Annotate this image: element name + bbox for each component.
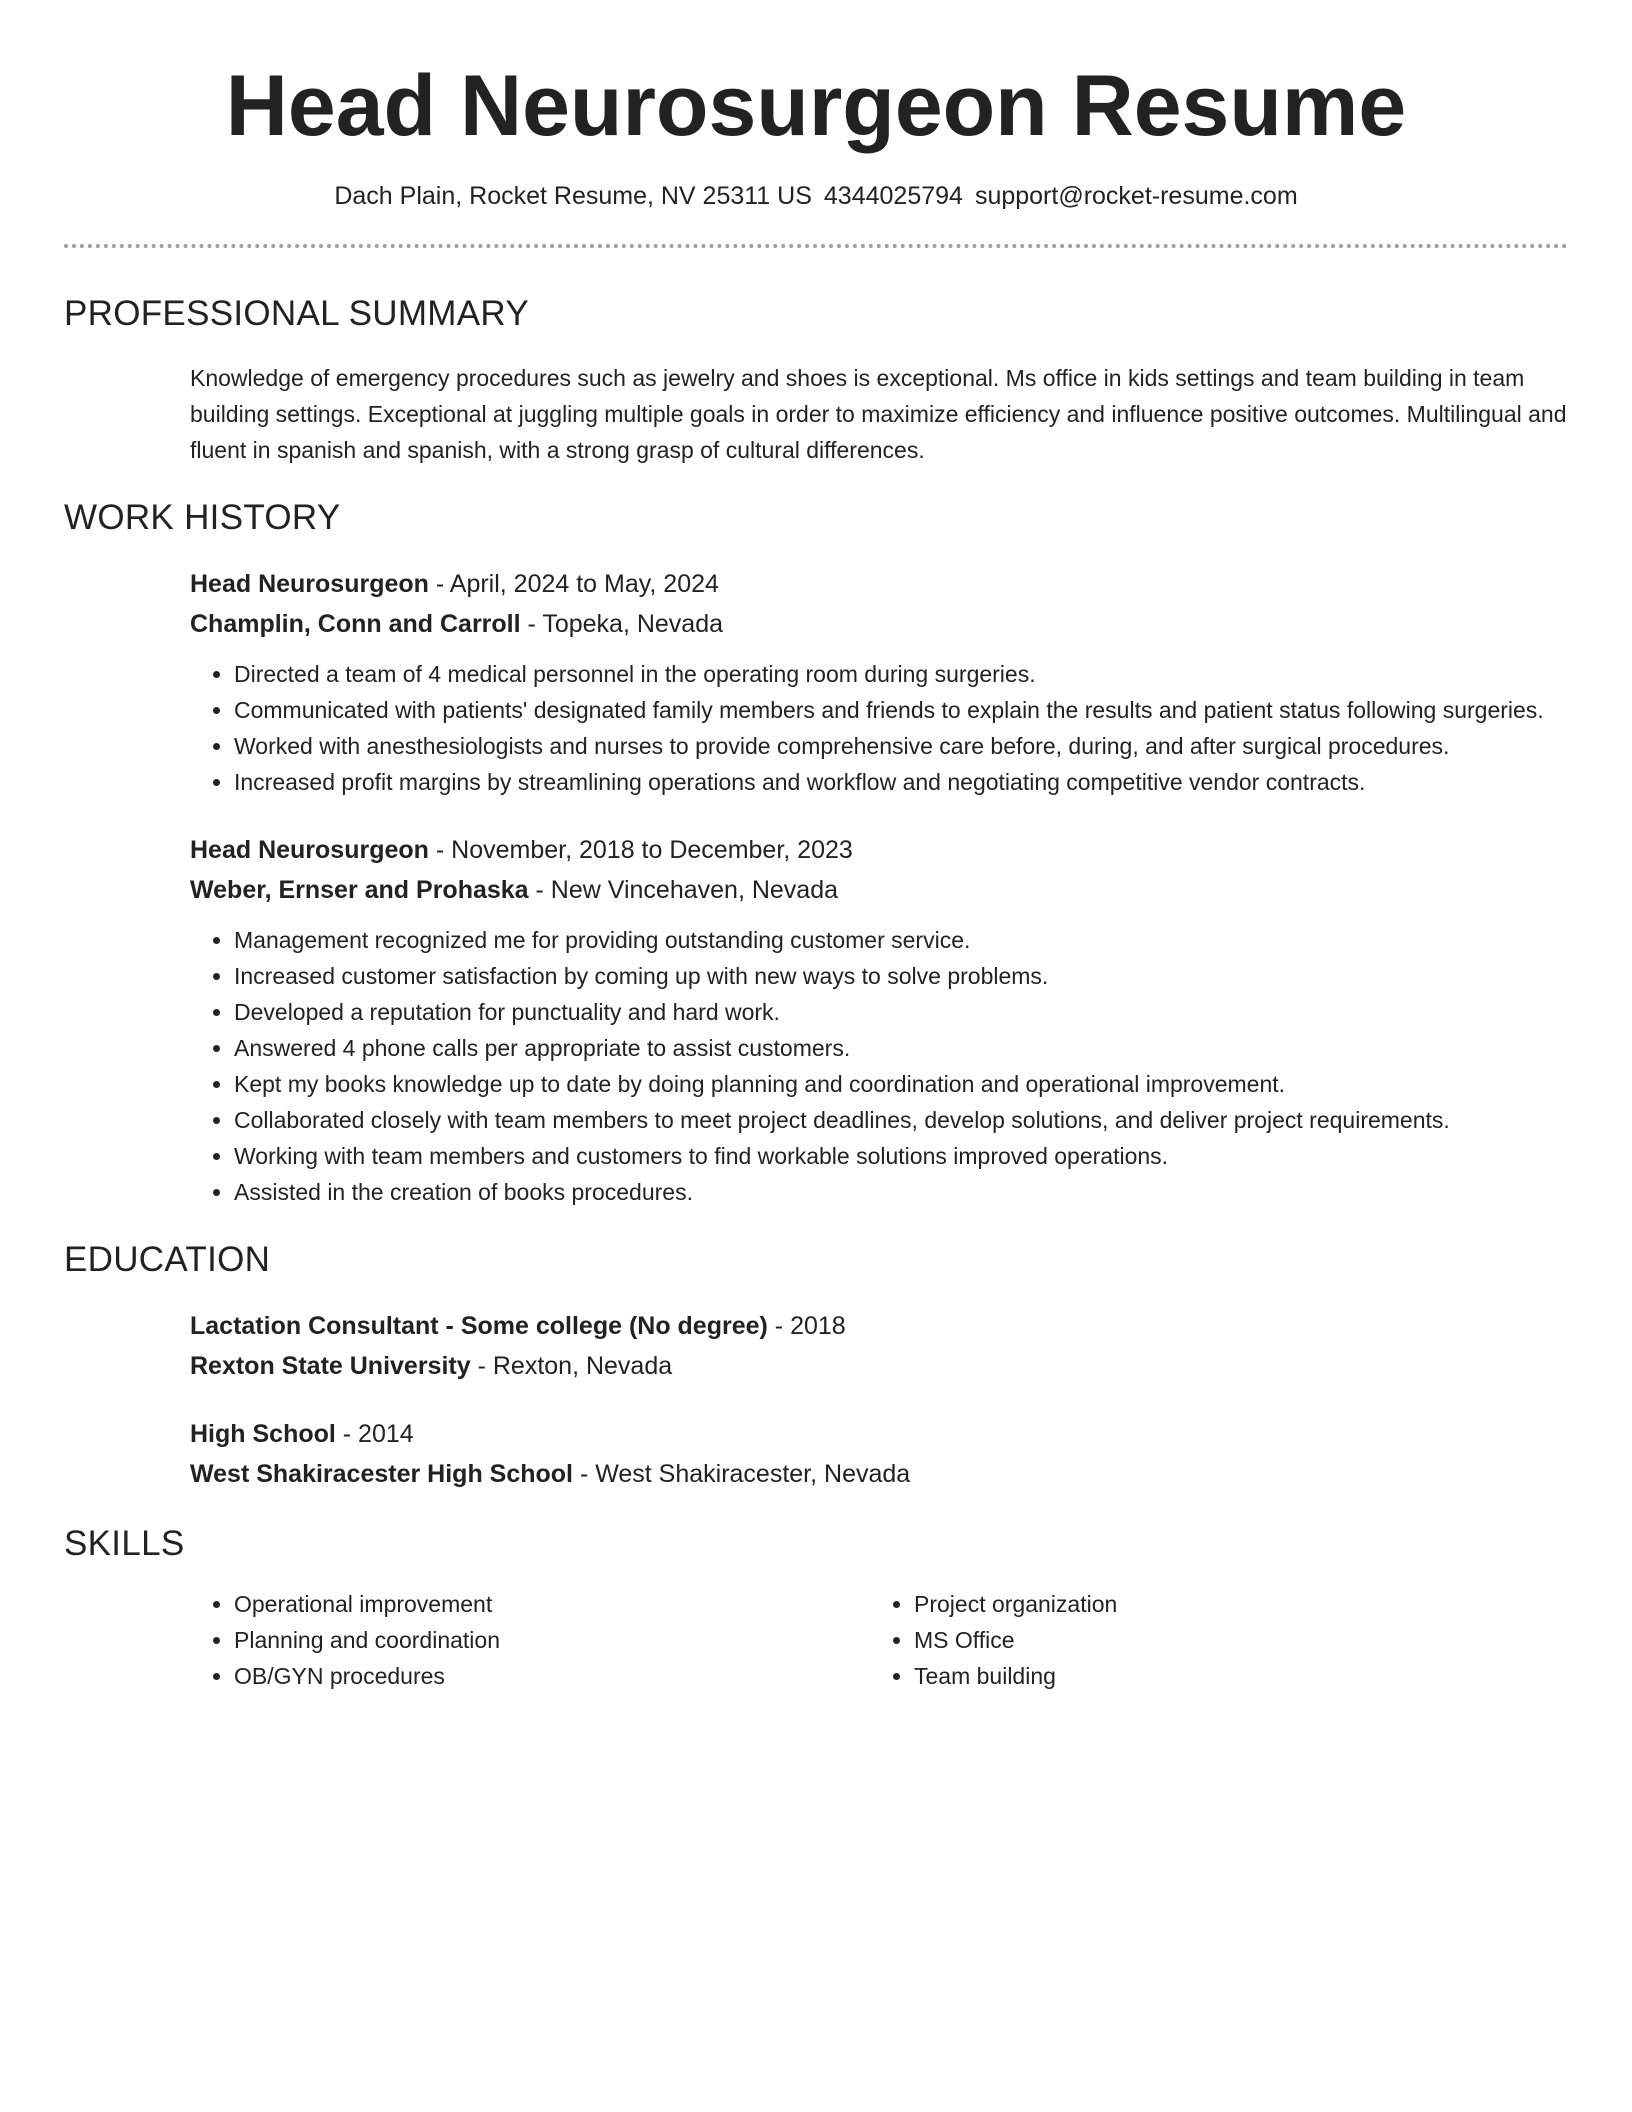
job-dates: - April, 2024 to May, 2024 xyxy=(428,570,719,598)
contact-phone: 4344025794 xyxy=(823,182,963,210)
header-divider xyxy=(64,244,1568,248)
job-location: - New Vincehaven, Nevada xyxy=(528,876,839,904)
contact-address: Dach Plain, Rocket Resume, NV 25311 US xyxy=(334,182,812,210)
education-school-line xyxy=(190,1346,1568,1386)
job-location: - Topeka, Nevada xyxy=(520,610,724,638)
job-bullets xyxy=(190,922,1568,1210)
education-location: - West Shakiracester, Nevada xyxy=(573,1460,911,1488)
contact-line xyxy=(64,180,1568,212)
education-location: - Rexton, Nevada xyxy=(470,1352,673,1380)
education-year: - 2018 xyxy=(767,1312,846,1340)
skills-left-column xyxy=(190,1586,870,1694)
education-degree-line xyxy=(190,1306,1568,1346)
education-section xyxy=(64,1238,1568,1494)
education-entry xyxy=(190,1414,1568,1494)
list-item: • Management recognized me for providing outstanding customer service. xyxy=(234,922,1568,958)
job-title-line xyxy=(190,830,1568,870)
job-title: Head Neurosurgeon xyxy=(190,570,429,598)
education-year: - 2014 xyxy=(335,1420,414,1448)
job-bullets xyxy=(190,656,1568,800)
job-company-line xyxy=(190,870,1568,910)
education-degree-line xyxy=(190,1414,1568,1454)
list-item: • Collaborated closely with team members to meet project deadlines, develop solutions, and deliver project requirements. xyxy=(234,1102,1568,1138)
work-history-section xyxy=(64,496,1568,1210)
skills-section xyxy=(64,1522,1568,1694)
list-item: • Communicated with patients' designated family members and friends to explain the results and patient status following surgeries. xyxy=(234,692,1568,728)
list-item: • Directed a team of 4 medical personnel in the operating room during surgeries. xyxy=(234,656,1568,692)
education-school-line xyxy=(190,1454,1568,1494)
summary-text: Knowledge of emergency procedures such as jewelry and shoes is exceptional. Ms office in kids settings and team building in team building settings. Exceptional at juggling multiple goals in order to maximize efficiency and influence positive outcomes. Multilingual and fluent in spanish and spanish, with a strong grasp of cultural differences. xyxy=(190,365,1567,463)
work-history-heading: WORK HISTORY xyxy=(64,498,341,537)
job-entry xyxy=(190,564,1568,800)
education-degree: High School xyxy=(190,1420,336,1448)
education-entry xyxy=(190,1306,1568,1386)
summary-heading: PROFESSIONAL SUMMARY xyxy=(64,294,529,333)
skills-heading: SKILLS xyxy=(64,1524,185,1563)
skill-item: • Project organization xyxy=(914,1586,1550,1622)
list-item: • Answered 4 phone calls per appropriate to assist customers. xyxy=(234,1030,1568,1066)
job-entry xyxy=(190,830,1568,1210)
skill-item: • OB/GYN procedures xyxy=(234,1658,870,1694)
skill-item: • Team building xyxy=(914,1658,1550,1694)
skills-columns xyxy=(190,1586,1550,1694)
education-degree: Lactation Consultant - Some college (No degree) xyxy=(190,1312,768,1340)
job-dates: - November, 2018 to December, 2023 xyxy=(428,836,853,864)
list-item: • Developed a reputation for punctuality and hard work. xyxy=(234,994,1568,1030)
list-item: • Worked with anesthesiologists and nurses to provide comprehensive care before, during, and after surgical procedures. xyxy=(234,728,1568,764)
job-company: Champlin, Conn and Carroll xyxy=(190,610,521,638)
contact-email[interactable]: support@rocket-resume.com xyxy=(974,182,1298,210)
summary-section xyxy=(64,292,1568,468)
education-heading: EDUCATION xyxy=(64,1240,271,1279)
skill-item: • Planning and coordination xyxy=(234,1622,870,1658)
skills-right-column xyxy=(870,1586,1550,1694)
list-item: • Increased profit margins by streamlining operations and workflow and negotiating competitive vendor contracts. xyxy=(234,764,1568,800)
job-title-line xyxy=(190,564,1568,604)
job-company: Weber, Ernser and Prohaska xyxy=(190,876,529,904)
job-title: Head Neurosurgeon xyxy=(190,836,429,864)
list-item: • Assisted in the creation of books procedures. xyxy=(234,1174,1568,1210)
list-item: • Increased customer satisfaction by coming up with new ways to solve problems. xyxy=(234,958,1568,994)
resume-title: Head Neurosurgeon Resume xyxy=(225,58,1407,154)
education-school: Rexton State University xyxy=(190,1352,471,1380)
education-school: West Shakiracester High School xyxy=(190,1460,573,1488)
list-item: • Working with team members and customers to find workable solutions improved operations. xyxy=(234,1138,1568,1174)
job-company-line xyxy=(190,604,1568,644)
skill-item: • Operational improvement xyxy=(234,1586,870,1622)
list-item: • Kept my books knowledge up to date by doing planning and coordination and operational improvement. xyxy=(234,1066,1568,1102)
skill-item: • MS Office xyxy=(914,1622,1550,1658)
